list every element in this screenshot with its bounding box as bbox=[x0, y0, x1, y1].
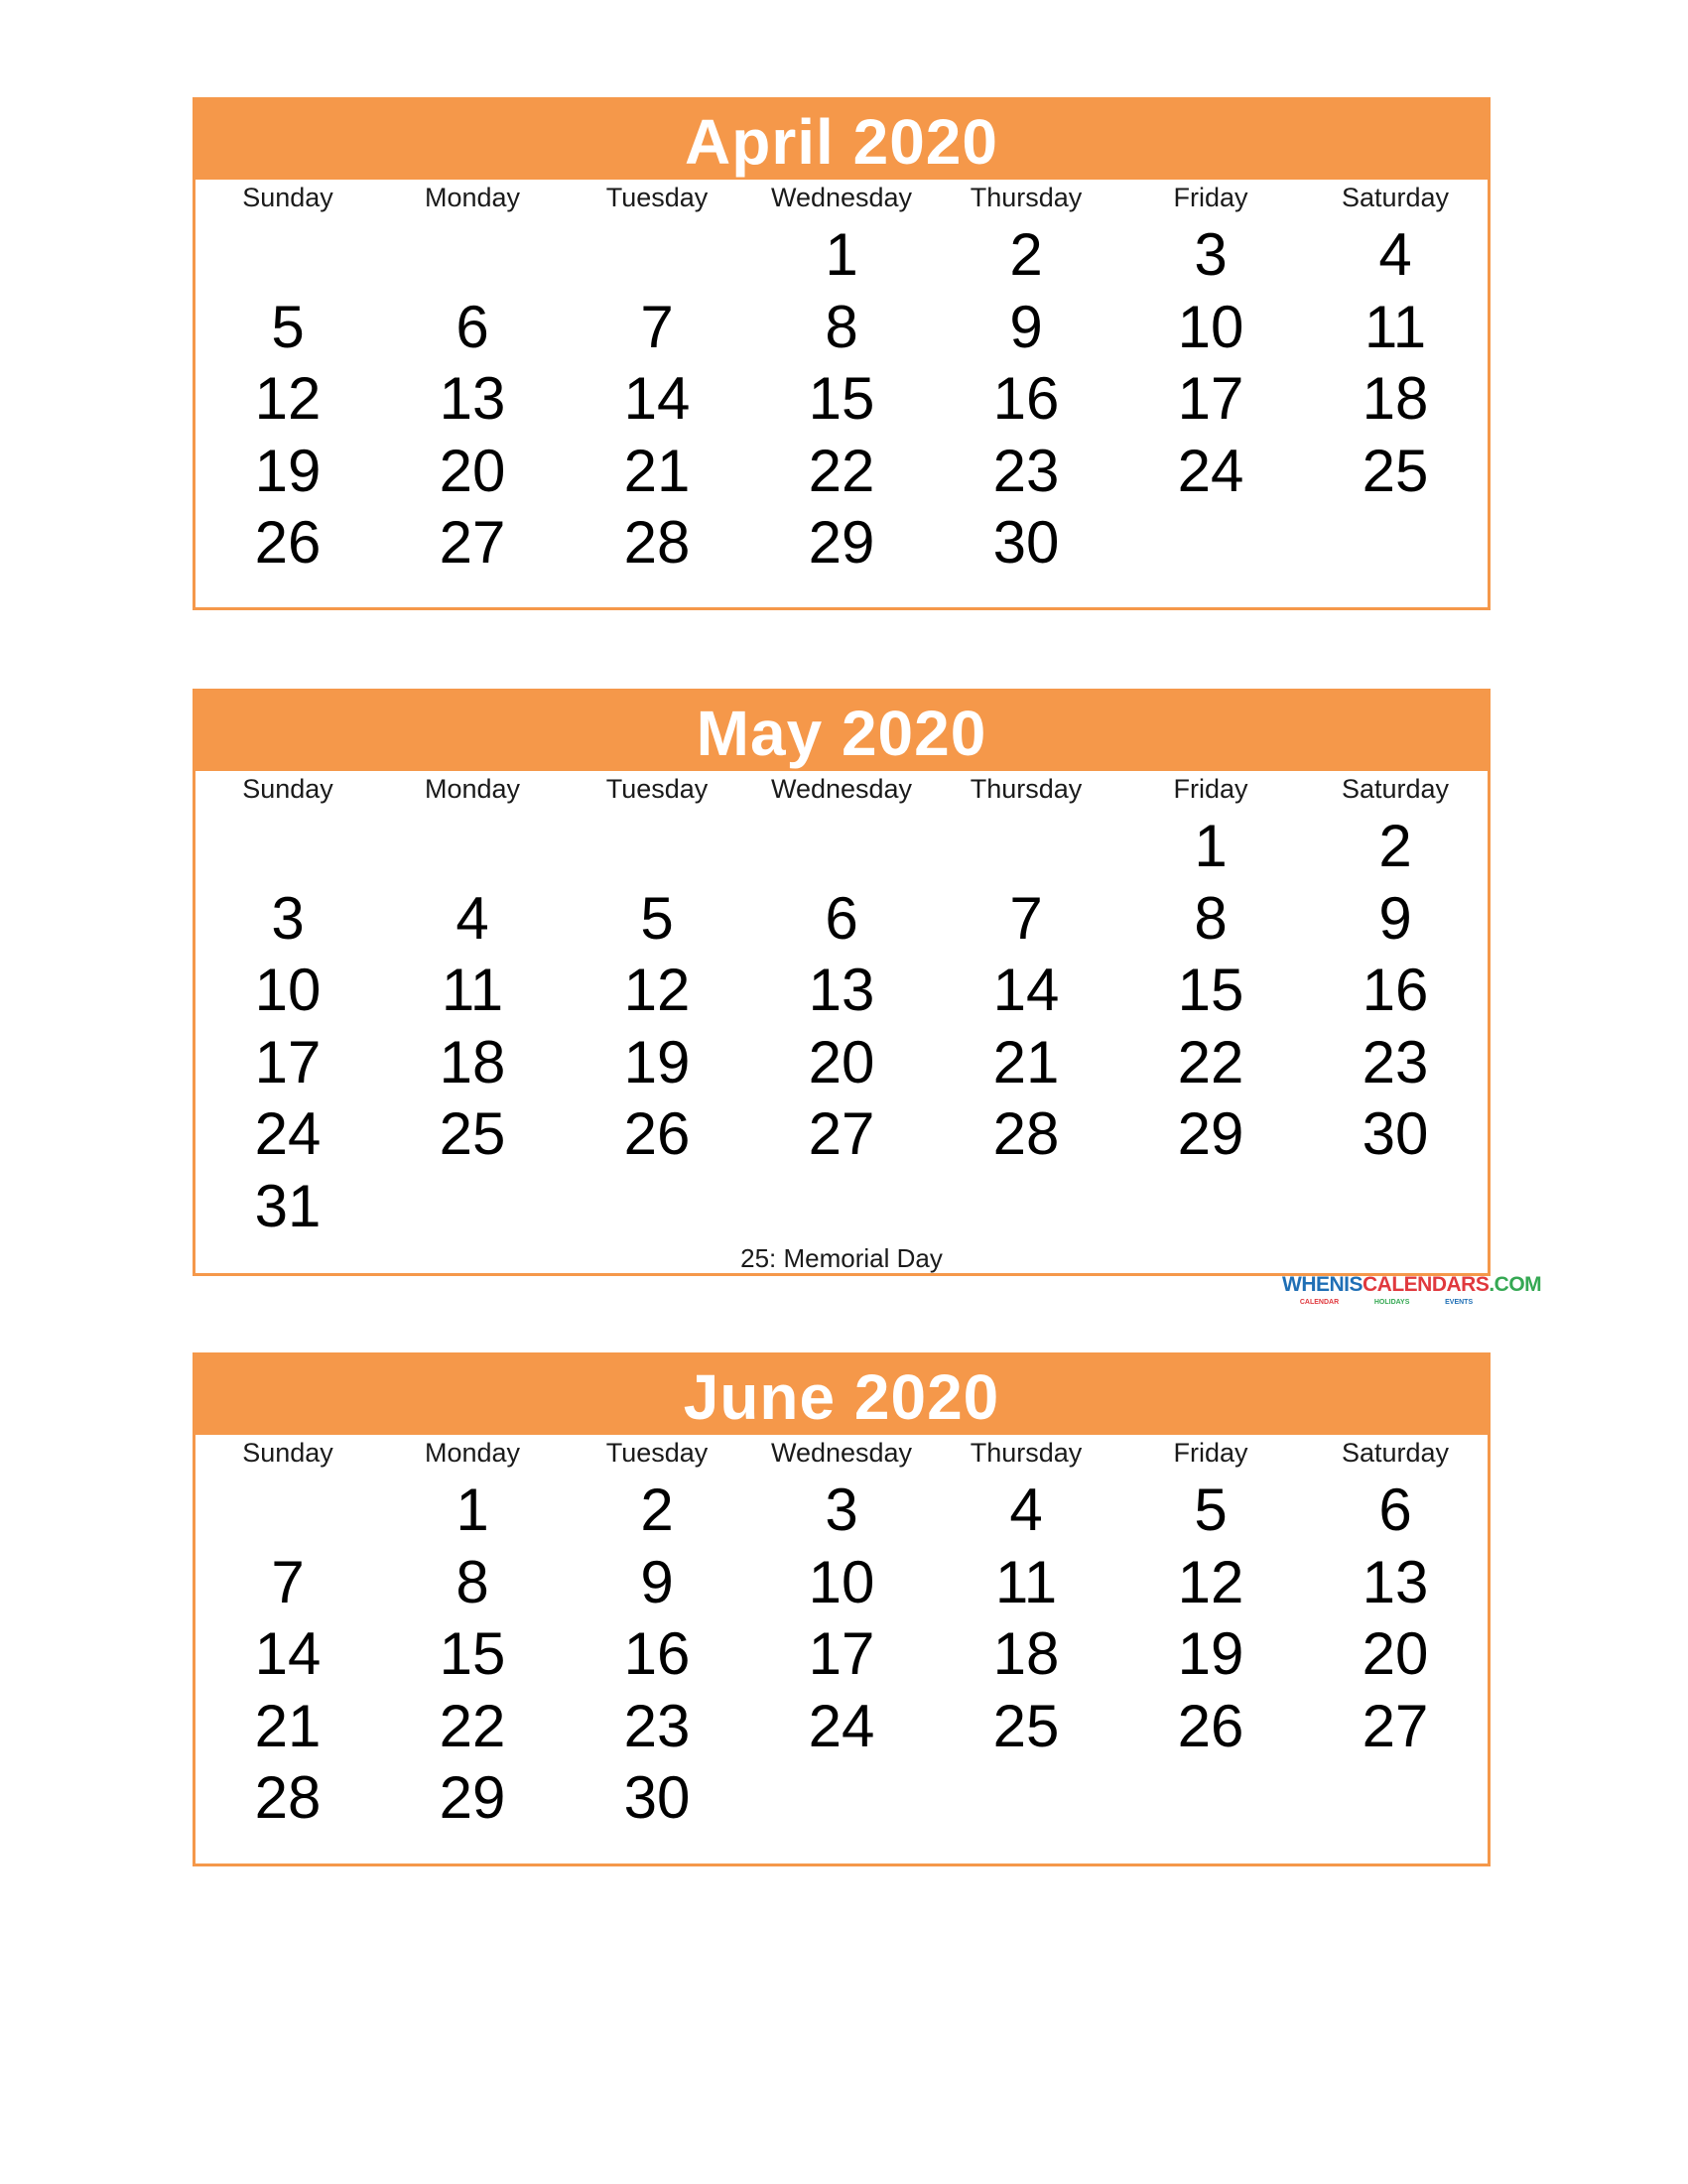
day-cell: 15 bbox=[1177, 957, 1244, 1023]
weekday-label: Wednesday bbox=[770, 183, 913, 212]
weekday-label: Sunday bbox=[242, 1438, 333, 1468]
empty-day-cell bbox=[195, 1475, 380, 1547]
day-cell: 30 bbox=[1362, 1100, 1429, 1167]
month-title: June 2020 bbox=[195, 1355, 1488, 1435]
day-cell: 1 bbox=[825, 221, 858, 288]
day-cell: 11 bbox=[994, 1548, 1058, 1615]
day-cell: 22 bbox=[439, 1692, 506, 1759]
day-cell: 12 bbox=[254, 365, 322, 432]
day-cell: 4 bbox=[1009, 1477, 1043, 1543]
weekday-label: Friday bbox=[1173, 774, 1248, 804]
empty-day-cell bbox=[565, 811, 749, 883]
day-cell: 11 bbox=[441, 957, 504, 1023]
weekday-label: Saturday bbox=[1341, 1438, 1450, 1468]
day-cell: 2 bbox=[640, 1477, 674, 1543]
day-cell: 24 bbox=[1177, 437, 1244, 504]
day-cell: 6 bbox=[825, 884, 858, 952]
weekday-label: Tuesday bbox=[605, 774, 709, 804]
day-cell: 25 bbox=[439, 1100, 506, 1167]
day-cell: 7 bbox=[640, 293, 674, 360]
weekday-label: Wednesday bbox=[770, 1438, 913, 1468]
day-cell: 19 bbox=[623, 1028, 691, 1095]
weekday-header-row bbox=[195, 771, 1488, 807]
weekday-header-row bbox=[195, 180, 1488, 215]
logo-part: .COM bbox=[1489, 1273, 1542, 1296]
weekday-label: Sunday bbox=[242, 183, 333, 212]
weekday-label: Wednesday bbox=[770, 774, 913, 804]
day-cell: 27 bbox=[1362, 1692, 1429, 1759]
day-cell: 8 bbox=[455, 1548, 489, 1615]
days-grid bbox=[195, 219, 1488, 579]
day-cell: 3 bbox=[825, 1477, 858, 1543]
weekday-label: Sunday bbox=[242, 774, 333, 804]
day-cell: 7 bbox=[1009, 884, 1043, 952]
empty-day-cell bbox=[195, 811, 380, 883]
day-cell: 2 bbox=[1378, 813, 1412, 879]
day-cell: 18 bbox=[992, 1620, 1060, 1687]
day-cell: 23 bbox=[1362, 1028, 1429, 1095]
day-cell: 21 bbox=[992, 1028, 1060, 1095]
day-cell: 23 bbox=[623, 1692, 691, 1759]
day-cell: 10 bbox=[254, 957, 322, 1023]
day-cell: 8 bbox=[1194, 884, 1228, 952]
day-cell: 18 bbox=[439, 1028, 506, 1095]
day-cell: 29 bbox=[808, 509, 875, 576]
day-cell: 9 bbox=[640, 1548, 674, 1615]
logo-wordmark bbox=[1282, 1273, 1542, 1297]
weekday-header-row bbox=[195, 1435, 1488, 1471]
month-april bbox=[193, 97, 1491, 610]
day-cell: 26 bbox=[1177, 1692, 1244, 1759]
day-cell: 27 bbox=[439, 509, 506, 576]
logo-part: WHENIS bbox=[1282, 1273, 1363, 1296]
weekday-label: Thursday bbox=[970, 1438, 1083, 1468]
day-cell: 22 bbox=[808, 437, 875, 504]
day-cell: 5 bbox=[640, 884, 674, 952]
day-cell: 10 bbox=[1177, 293, 1244, 360]
day-cell: 8 bbox=[825, 293, 858, 360]
logo-part: CALENDARS bbox=[1363, 1273, 1490, 1296]
weekday-label: Friday bbox=[1173, 183, 1248, 212]
day-cell: 20 bbox=[1362, 1620, 1429, 1687]
day-cell: 2 bbox=[1009, 221, 1043, 288]
day-cell: 14 bbox=[254, 1620, 322, 1687]
day-cell: 1 bbox=[1194, 813, 1228, 879]
day-cell: 26 bbox=[254, 509, 322, 576]
day-cell: 22 bbox=[1177, 1028, 1244, 1095]
day-cell: 16 bbox=[992, 365, 1060, 432]
day-cell: 16 bbox=[623, 1620, 691, 1687]
day-cell: 14 bbox=[992, 957, 1060, 1023]
day-cell: 6 bbox=[1378, 1477, 1412, 1543]
days-grid bbox=[195, 1475, 1488, 1835]
days-grid bbox=[195, 811, 1488, 1242]
logo-tag: CALENDAR bbox=[1299, 1299, 1340, 1306]
day-cell: 28 bbox=[992, 1100, 1060, 1167]
day-cell: 20 bbox=[439, 437, 506, 504]
weekday-label: Thursday bbox=[970, 183, 1083, 212]
day-cell: 19 bbox=[1177, 1620, 1244, 1687]
day-cell: 25 bbox=[992, 1692, 1060, 1759]
empty-day-cell bbox=[380, 811, 565, 883]
day-cell: 25 bbox=[1362, 437, 1429, 504]
day-cell: 28 bbox=[623, 509, 691, 576]
logo-tag: HOLIDAYS bbox=[1373, 1299, 1410, 1306]
day-cell: 1 bbox=[455, 1477, 489, 1543]
day-cell: 12 bbox=[623, 957, 691, 1023]
day-cell: 17 bbox=[1177, 365, 1244, 432]
day-cell: 15 bbox=[439, 1620, 506, 1687]
logo-tag: EVENTS bbox=[1445, 1299, 1474, 1306]
day-cell: 11 bbox=[1363, 293, 1427, 360]
month-june bbox=[193, 1352, 1491, 1866]
day-cell: 14 bbox=[623, 365, 691, 432]
day-cell: 13 bbox=[808, 957, 875, 1023]
day-cell: 17 bbox=[254, 1028, 322, 1095]
day-cell: 17 bbox=[808, 1620, 875, 1687]
weekday-label: Monday bbox=[424, 183, 521, 212]
day-cell: 28 bbox=[254, 1764, 322, 1831]
empty-day-cell bbox=[195, 219, 380, 292]
empty-day-cell bbox=[749, 811, 934, 883]
weekday-label: Tuesday bbox=[605, 183, 709, 212]
day-cell: 13 bbox=[1362, 1548, 1429, 1615]
day-cell: 29 bbox=[1177, 1100, 1244, 1167]
day-cell: 5 bbox=[271, 293, 305, 360]
day-cell: 9 bbox=[1009, 293, 1043, 360]
day-cell: 21 bbox=[254, 1692, 322, 1759]
day-cell: 29 bbox=[439, 1764, 506, 1831]
day-cell: 26 bbox=[623, 1100, 691, 1167]
site-logo[interactable] bbox=[1282, 1273, 1542, 1313]
day-cell: 15 bbox=[808, 365, 875, 432]
weekday-label: Saturday bbox=[1341, 183, 1450, 212]
month-title: May 2020 bbox=[195, 692, 1488, 771]
empty-day-cell bbox=[934, 811, 1118, 883]
empty-day-cell bbox=[380, 219, 565, 292]
weekday-label: Monday bbox=[424, 1438, 521, 1468]
weekday-label: Saturday bbox=[1341, 774, 1450, 804]
day-cell: 21 bbox=[623, 437, 691, 504]
day-cell: 10 bbox=[808, 1548, 875, 1615]
day-cell: 24 bbox=[254, 1100, 322, 1167]
month-title: April 2020 bbox=[195, 100, 1488, 180]
day-cell: 16 bbox=[1362, 957, 1429, 1023]
day-cell: 4 bbox=[455, 884, 489, 952]
day-cell: 4 bbox=[1378, 221, 1412, 288]
day-cell: 24 bbox=[808, 1692, 875, 1759]
day-cell: 19 bbox=[254, 437, 322, 504]
weekday-label: Monday bbox=[424, 774, 521, 804]
month-may bbox=[193, 689, 1491, 1276]
day-cell: 27 bbox=[808, 1100, 875, 1167]
holiday-note: 25: Memorial Day bbox=[740, 1243, 943, 1273]
weekday-label: Tuesday bbox=[605, 1438, 709, 1468]
day-cell: 18 bbox=[1362, 365, 1429, 432]
day-cell: 23 bbox=[992, 437, 1060, 504]
empty-day-cell bbox=[565, 219, 749, 292]
day-cell: 3 bbox=[1194, 221, 1228, 288]
day-cell: 13 bbox=[439, 365, 506, 432]
day-cell: 12 bbox=[1177, 1548, 1244, 1615]
day-cell: 30 bbox=[992, 509, 1060, 576]
day-cell: 31 bbox=[254, 1172, 322, 1239]
day-cell: 7 bbox=[271, 1548, 305, 1615]
logo-tagline bbox=[1282, 1298, 1491, 1308]
day-cell: 5 bbox=[1194, 1477, 1228, 1543]
day-cell: 6 bbox=[455, 293, 489, 360]
day-cell: 20 bbox=[808, 1028, 875, 1095]
day-cell: 3 bbox=[271, 884, 305, 952]
weekday-label: Friday bbox=[1173, 1438, 1248, 1468]
day-cell: 30 bbox=[623, 1764, 691, 1831]
weekday-label: Thursday bbox=[970, 774, 1083, 804]
day-cell: 9 bbox=[1378, 884, 1412, 952]
